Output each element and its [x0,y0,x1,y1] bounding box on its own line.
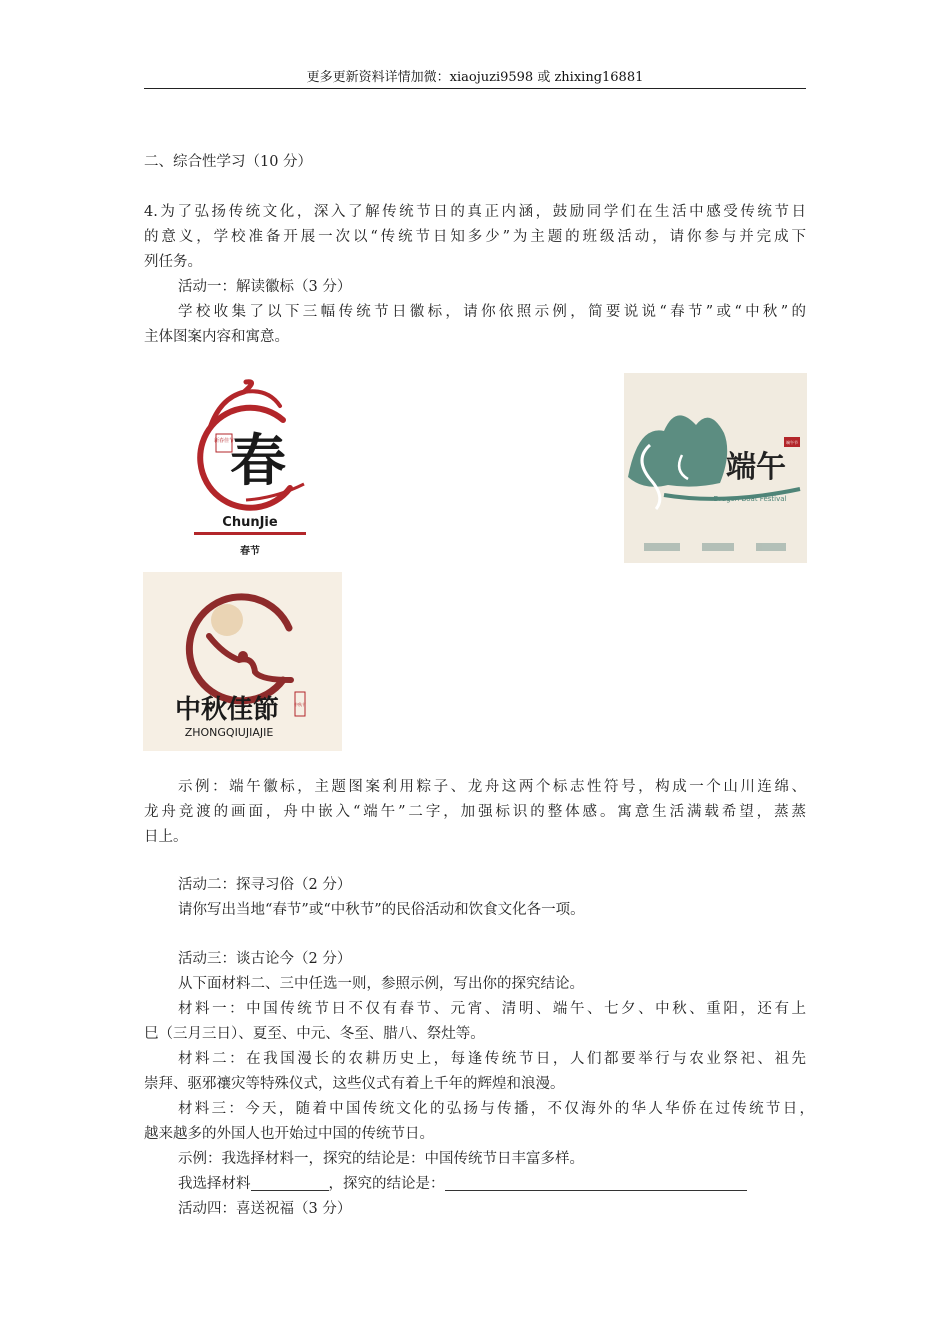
header-divider [144,88,806,89]
zhongqiu-pinyin: ZHONGQIUJIAJIE [184,726,274,739]
zhongqiu-logo [143,572,342,751]
activity1-title: 活动一：解读徽标（3 分） [178,279,352,295]
duanwu-logo [624,373,807,563]
chunjie-pinyin: ChunJie [222,515,278,530]
activity3-desc: 从下面材料二、三中任选一则，参照示例，写出你的探究结论。 [178,976,584,992]
chunjie-char: 春 [230,428,286,494]
material3-line-2: 越来越多的外国人也开始过中国的传统节日。 [144,1126,434,1142]
svg-text:中秋节: 中秋节 [294,702,306,707]
chunjie-seal-text: 新春佳节 [213,438,235,444]
activity3-title: 活动三：谈古论今（2 分） [178,951,352,967]
zhongqiu-title: 中秋佳節 [174,695,280,725]
section-title: 二、综合性学习（10 分） [144,154,313,170]
page-header: 更多更新资料详情加微：xiaojuzi9598 或 zhixing16881 [306,70,644,85]
material2-line-1: 材料二：在我国漫长的农耕历史上，每逢传统节日，人们都要举行与农业祭祀、祖先 [178,1051,806,1067]
chunjie-red-bar [194,532,306,535]
activity1-desc-1: 学校收集了以下三幅传统节日徽标，请你依照示例，简要说说“春节”或“中秋”的 [178,304,806,320]
question-line-1: 4.为了弘扬传统文化，深入了解传统节日的真正内涵，鼓励同学们在生活中感受传统节日 [144,204,806,220]
example-line-2: 龙舟竞渡的画面，舟中嵌入“端午”二字，加强标识的整体感。寓意生活满载希望，蒸蒸 [144,804,806,820]
activity3-answer-line [178,1175,747,1193]
material3-line-1: 材料三：今天，随着中国传统文化的弘扬与传播，不仅海外的华人华侨在过传统节日， [178,1101,814,1117]
activity3-sample: 示例：我选择材料一，探究的结论是：中国传统节日丰富多样。 [178,1151,584,1167]
material1-line-1: 材料一：中国传统节日不仅有春节、元宵、清明、端午、七夕、中秋、重阳，还有上 [178,1001,806,1017]
material-choice-blank[interactable] [251,1176,329,1191]
question-line-3: 列任务。 [144,254,202,270]
question-line-2: 的意义，学校准备开展一次以“传统节日知多少”为主题的班级活动，请你参与并完成下 [144,229,806,245]
decorative-pattern [644,543,786,551]
answer-middle: ，探究的结论是： [328,1176,445,1192]
duanwu-english: Dragon Boat Festival [713,495,787,503]
activity4-title: 活动四：喜送祝福（3 分） [178,1201,352,1217]
material1-line-2: 巳（三月三日）、夏至、中元、冬至、腊八、祭灶等。 [144,1026,485,1042]
duanwu-title: 端午 [726,450,786,485]
chunjie-logo [186,376,314,562]
example-line-3: 日上。 [144,829,188,845]
moon-icon [211,604,243,636]
answer-prefix: 我选择材料 [178,1176,251,1192]
activity1-desc-2: 主体图案内容和寓意。 [144,329,289,345]
conclusion-blank[interactable] [445,1176,747,1191]
activity2-title: 活动二：探寻习俗（2 分） [178,877,352,893]
chunjie-caption: 春节 [240,546,260,557]
activity2-desc: 请你写出当地“春节”或“中秋节”的民俗活动和饮食文化各一项。 [178,902,585,918]
example-line-1: 示例：端午徽标，主题图案利用粽子、龙舟这两个标志性符号，构成一个山川连绵、 [178,779,806,795]
material2-line-2: 崇拜、驱邪禳灾等特殊仪式，这些仪式有着上千年的辉煌和浪漫。 [144,1076,565,1092]
svg-text:端午节: 端午节 [786,440,798,445]
